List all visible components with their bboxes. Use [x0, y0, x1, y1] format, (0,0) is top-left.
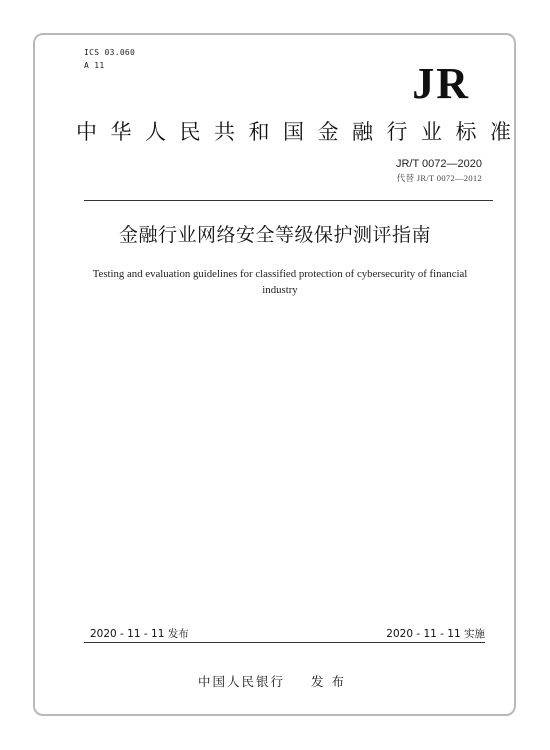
- publisher-verb: 发布: [311, 674, 353, 689]
- ics-code: ICS 03.060: [84, 48, 136, 57]
- top-divider: [84, 200, 493, 201]
- publisher-line: [0, 673, 550, 691]
- issue-date: 2020 - 11 - 11 发布: [90, 628, 189, 640]
- classification-codes: [84, 46, 135, 72]
- document-title-zh: 金融行业网络安全等级保护测评指南: [118, 224, 431, 246]
- replaces-standard: 代替 JR/T 0072—2012: [396, 173, 482, 183]
- bottom-divider: [84, 642, 485, 643]
- document-title-en: Testing and evaluation guidelines for classified protection of cybersecurity of financial industry: [92, 268, 468, 296]
- publisher-name: 中国人民银行: [197, 674, 285, 689]
- standard-number-block: [396, 157, 482, 185]
- implementation-date: 2020 - 11 - 11 实施: [386, 628, 485, 640]
- standard-type-heading: 中华人民共和国金融行业标准: [76, 120, 525, 144]
- ccs-code: A 11: [84, 61, 105, 70]
- jr-logo: JR: [412, 59, 470, 108]
- standard-code: JR/T 0072—2020: [395, 158, 482, 170]
